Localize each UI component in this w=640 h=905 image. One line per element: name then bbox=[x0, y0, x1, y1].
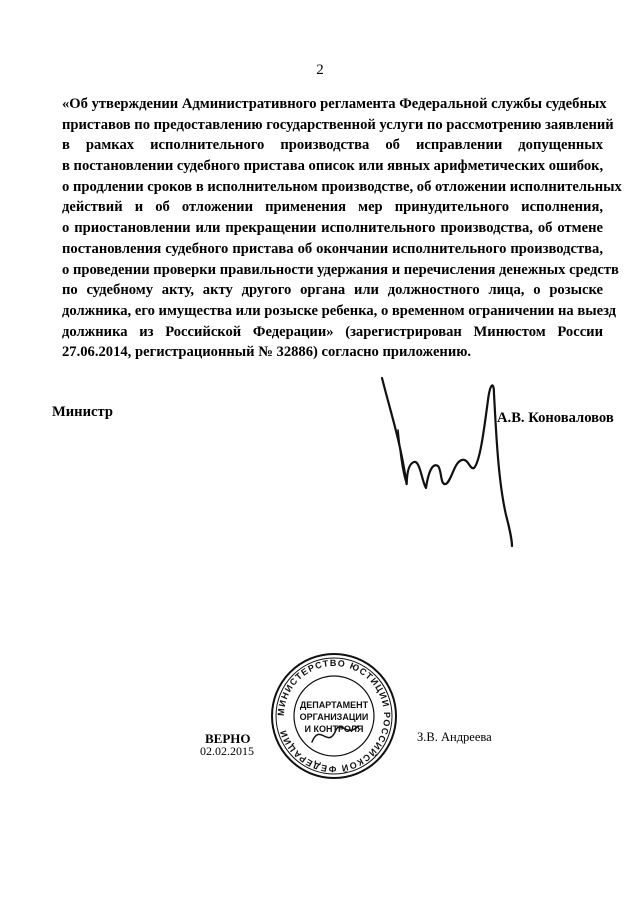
stamp-line: ДЕПАРТАМЕНТ bbox=[299, 700, 369, 710]
minister-title: Министр bbox=[52, 404, 113, 420]
paragraph-line: о продлении сроков в исполнительном производстве, об отложении исполнительных bbox=[62, 178, 622, 195]
paragraph-line: в постановлении судебного пристава описок или явных арифметических ошибок, bbox=[62, 158, 604, 175]
paragraph-line: в рамках исполнительного производства об исправлении допущенных bbox=[62, 137, 603, 154]
certification-date: 02.02.2015 bbox=[200, 744, 254, 758]
paragraph-line: 27.06.2014, регистрационный № 32886) согласно приложению. bbox=[62, 344, 472, 361]
paragraph-line: о приостановлении или прекращении исполнительного производства, об отмене bbox=[62, 220, 603, 237]
paragraph-line: действий и об отложении применения мер принудительного исполнения, bbox=[62, 199, 603, 216]
certifier-name: З.В. Андреева bbox=[417, 730, 492, 744]
paragraph-line: по судебному акту, акту другого органа или должностного лица, о розыске bbox=[62, 282, 603, 299]
stamp-line: И КОНТРОЛЯ bbox=[304, 724, 364, 734]
verno-label: ВЕРНО bbox=[205, 731, 251, 746]
minister-name: А.В. Коноваловов bbox=[497, 410, 614, 426]
stamp-ring-text: МИНИСТЕРСТВО ЮСТИЦИИ РОССИЙСКОЙ ФЕДЕРАЦИИ bbox=[275, 657, 393, 775]
paragraph-line: приставов по предоставлению государственной услуги по рассмотрению заявлений bbox=[62, 116, 614, 133]
paragraph-line: «Об утверждении Административного регламента Федеральной службы судебных bbox=[62, 96, 607, 112]
stamp-line: ОРГАНИЗАЦИИ bbox=[299, 712, 369, 722]
minister-signature-icon bbox=[370, 370, 520, 550]
official-stamp-icon bbox=[268, 650, 400, 782]
paragraph-line: должника, его имущества или розыске ребенка, о временном ограничении на выезд bbox=[62, 302, 617, 319]
paragraph-line: о проведении проверки правильности удержания и перечисления денежных средств bbox=[62, 261, 619, 278]
paragraph-line: должника из Российской Федерации» (зарегистрирован Минюстом России bbox=[62, 323, 603, 340]
decree-paragraph bbox=[62, 94, 622, 363]
paragraph-line: постановления судебного пристава об окончании исполнительного производства, bbox=[62, 240, 603, 257]
page-number: 2 bbox=[316, 62, 324, 78]
